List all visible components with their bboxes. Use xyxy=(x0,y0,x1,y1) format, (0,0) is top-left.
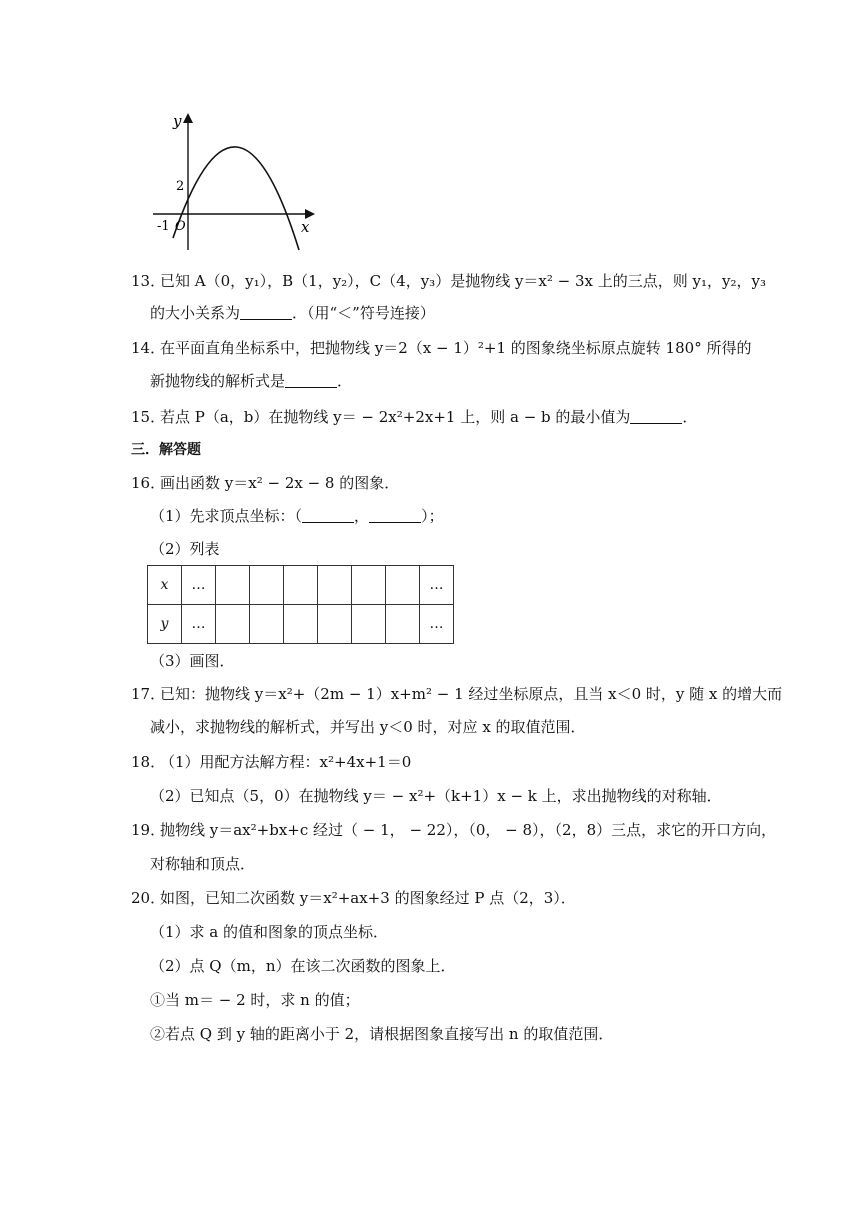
q18-number: 18． xyxy=(131,753,166,771)
table-cell xyxy=(318,566,352,605)
table-cell: … xyxy=(420,566,454,605)
origin-label: O xyxy=(175,219,186,234)
q20-sub1: ①当 m＝ − 2 时，求 n 的值； xyxy=(150,991,360,1009)
table-cell xyxy=(352,605,386,644)
table-cell: … xyxy=(182,605,216,644)
q20-part1: （1）求 a 的值和图象的顶点坐标． xyxy=(150,923,389,941)
q15-line1a: 若点 P（a，b）在抛物线 y＝ − 2x²+2x+1 上，则 a − b 的最小值为 xyxy=(160,408,631,426)
q13-line2 xyxy=(150,303,435,323)
tick-neg1-label: -1 xyxy=(157,219,170,234)
q17-line1: 已知：抛物线 y＝x²+（2m − 1）x+m² − 1 经过坐标原点，且当 x＜0 时，y 随 x 的增大而 xyxy=(160,685,783,703)
value-table xyxy=(147,565,454,644)
table-cell xyxy=(318,605,352,644)
q14-line2 xyxy=(150,371,352,391)
q15-answer-blank xyxy=(630,409,682,424)
table-cell xyxy=(216,566,250,605)
q20-sub2: ②若点 Q 到 y 轴的距离小于 2，请根据图象直接写出 n 的取值范围． xyxy=(150,1025,614,1043)
y-axis-arrow xyxy=(183,113,193,123)
q14-line2b: ． xyxy=(337,372,353,390)
table-cell xyxy=(250,605,284,644)
q14-answer-blank xyxy=(285,373,337,388)
q14-line2a: 新抛物线的解析式是 xyxy=(150,372,286,390)
table-cell xyxy=(352,566,386,605)
q16-vertex-y-blank xyxy=(369,508,421,523)
q19-line1: 抛物线 y＝ax²+bx+c 经过（ − 1， − 22），（0， − 8），（2，8）三点，求它的开口方向， xyxy=(160,821,777,839)
q15-number: 15． xyxy=(131,408,166,426)
q13-line2a: 的大小关系为 xyxy=(150,304,241,322)
q13-number: 13． xyxy=(131,272,166,290)
q13-line2b: ．（用“＜”符号连接） xyxy=(292,304,435,322)
x-axis-label: x xyxy=(301,218,310,236)
q18-line1: （1）用配方法解方程：x²+4x+1＝0 xyxy=(160,753,412,771)
q16-number: 16． xyxy=(131,474,166,492)
q17-number: 17． xyxy=(131,685,166,703)
q16-part2: （2）列表 xyxy=(150,540,220,558)
q16-line1: 画出函数 y＝x² − 2x − 8 的图象． xyxy=(160,474,400,492)
q16-part1c: ）； xyxy=(421,507,444,525)
q17-line2: 减小，求抛物线的解析式，并写出 y＜0 时，对应 x 的取值范围． xyxy=(150,718,586,736)
table-cell-x-label: x xyxy=(148,566,182,605)
table-cell: … xyxy=(182,566,216,605)
table-row xyxy=(148,605,454,644)
q16-part3: （3）画图． xyxy=(150,652,235,670)
section-heading: 三．解答题 xyxy=(131,442,201,458)
table-row xyxy=(148,566,454,605)
q13-line1: 已知 A（0，y₁），B（1，y₂），C（4，y₃）是抛物线 y＝x² − 3x 上的三点，则 y₁，y₂，y₃ xyxy=(160,272,767,290)
table-cell xyxy=(386,605,420,644)
q15-line1b: ． xyxy=(682,408,698,426)
y-axis-label: y xyxy=(173,112,182,130)
q16-vertex-x-blank xyxy=(302,508,354,523)
table-cell xyxy=(386,566,420,605)
q16-part1 xyxy=(150,506,444,526)
parabola-curve xyxy=(173,147,299,250)
table-cell xyxy=(284,566,318,605)
table-cell: … xyxy=(420,605,454,644)
q16-part1b: ， xyxy=(354,507,370,525)
q14-line1: 在平面直角坐标系中，把抛物线 y＝2（x − 1）²+1 的图象绕坐标原点旋转 180° 所得的 xyxy=(160,339,752,357)
table-cell xyxy=(284,605,318,644)
q13-answer-blank xyxy=(240,305,292,320)
q20-number: 20． xyxy=(131,889,166,907)
q19-line2: 对称轴和顶点． xyxy=(150,855,256,873)
parabola-graph xyxy=(145,108,325,258)
q14-number: 14． xyxy=(131,339,166,357)
q15-line1 xyxy=(160,407,697,427)
q19-number: 19． xyxy=(131,821,166,839)
table-cell xyxy=(250,566,284,605)
q20-line1: 如图，已知二次函数 y＝x²+ax+3 的图象经过 P 点（2，3）． xyxy=(160,889,576,907)
q16-part1a: （1）先求顶点坐标：（ xyxy=(150,507,303,525)
tick-2-label: 2 xyxy=(176,179,185,194)
table-cell xyxy=(216,605,250,644)
q18-line2: （2）已知点（5，0）在抛物线 y＝ − x²+（k+1）x − k 上，求出抛物线的对称轴． xyxy=(150,787,722,805)
table-cell-y-label: y xyxy=(148,605,182,644)
q20-part2: （2）点 Q（m，n）在该二次函数的图象上． xyxy=(150,957,456,975)
